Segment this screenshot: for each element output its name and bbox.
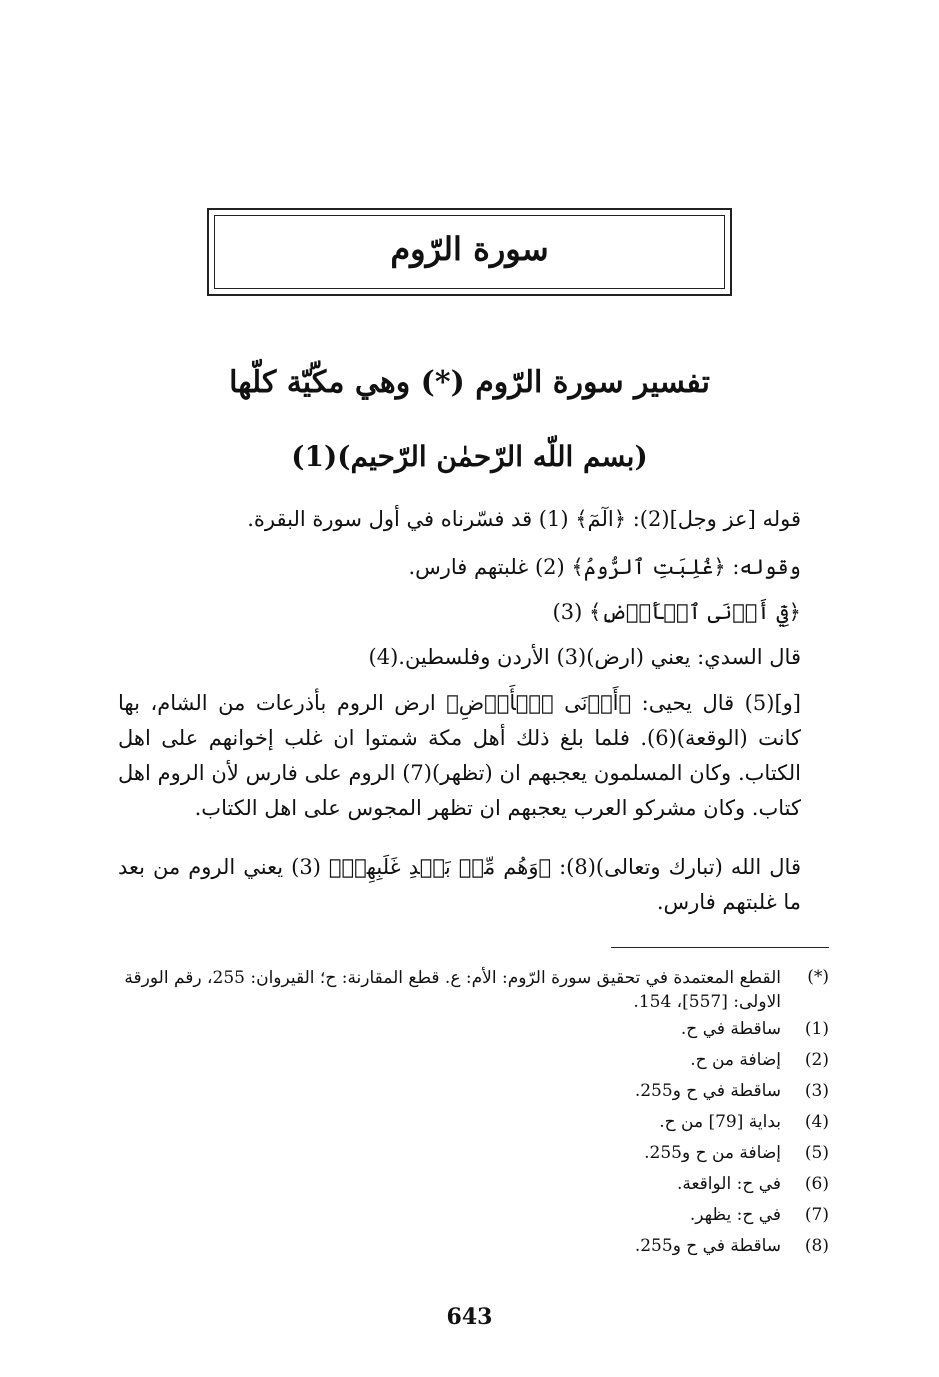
- footnote-item: [118, 1231, 829, 1262]
- footnote-text: ساقطة في ح.: [680, 1019, 781, 1039]
- footnote-text: بداية [79] من ح.: [659, 1112, 781, 1132]
- verse-line-2: وقوله: ﴿غُلِبَتِ ٱلرُّومُ﴾ (2) غلبتهم فارس.: [408, 555, 801, 579]
- footnote-text: ساقطة في ح و255.: [634, 1081, 781, 1101]
- footnote-text: القطع المعتمدة في تحقيق سورة الرّوم: الأم: ع. قطع المقارنة: ح؛ القيروان: 255، رقم الورقة الاولى: [557]، 154.: [124, 968, 781, 1012]
- footnote-text: إضافة من ح.: [690, 1050, 781, 1070]
- footnote-item: [118, 1014, 829, 1045]
- footnote-item: [118, 1138, 829, 1169]
- footnote-number: (5): [804, 1143, 829, 1163]
- sudi-quote: قال السدي: يعني (ارض)(3) الأردن وفلسطين.(4): [368, 645, 801, 669]
- footnotes: [118, 962, 829, 1262]
- yahya-paragraph: [و](5) قال يحيى: ﴿أَدۡنَى ٱلۡأَرۡضِ﴾ ارض الروم بأذرعات من الشام، بها كانت (الوقعة)(6). فلما بلغ ذلك أهل مكة شمتوا ان غلب إخوانهم على اهل الكتاب. وكان المسلمون يعجبهم ان (تظهر)(7) الروم على فارس لأن الروم اهل كتاب. وكان مشركو العرب يعجبهم ان تظهر المجوس على اهل الكتاب.: [118, 691, 802, 820]
- footnote-divider: [611, 947, 829, 948]
- footnote-item: [118, 1045, 829, 1076]
- footnote-number: (4): [804, 1112, 829, 1132]
- footnote-number: (*): [807, 967, 829, 987]
- verse-line-3: ﴿فِيٓ أَدۡنَى ٱلۡأَرۡضِ﴾ (3): [552, 600, 801, 624]
- verse-line-1: قوله [عز وجل](2): ﴿الٓمٓ﴾ (1) قد فسّرناه في أول سورة البقرة.: [247, 507, 801, 531]
- footnote-number: (3): [804, 1081, 829, 1101]
- footnote-item: [118, 962, 829, 1014]
- surah-title: سورة الرّوم: [390, 230, 549, 268]
- title-frame: [207, 208, 732, 296]
- footnote-item: [118, 1200, 829, 1231]
- footnote-text: في ح: الواقعة.: [676, 1174, 781, 1194]
- footnote-text: في ح: يظهر.: [689, 1205, 781, 1225]
- footnote-text: ساقطة في ح و255.: [634, 1236, 781, 1256]
- footnote-item: [118, 1107, 829, 1138]
- footnote-number: (6): [804, 1174, 829, 1194]
- footnote-number: (7): [804, 1205, 829, 1225]
- footnote-number: (8): [804, 1236, 829, 1256]
- basmala-heading: (بسم اللّه الرّحمٰن الرّحيم)(1): [291, 440, 648, 473]
- footnote-item: [118, 1169, 829, 1200]
- tafsir-heading: تفسير سورة الرّوم (*) وهي مكّيّة كلّها: [229, 365, 710, 400]
- page-number: 643: [446, 1304, 493, 1330]
- footnote-number: (2): [804, 1050, 829, 1070]
- closing-paragraph: قال الله (تبارك وتعالى)(8): ﴿وَهُم مِّنۢ بَعۡدِ غَلَبِهِمۡ﴾ (3) يعني الروم من بعد ما غلبتهم فارس.: [118, 855, 801, 914]
- footnote-text: إضافة من ح و255.: [644, 1143, 781, 1163]
- footnote-number: (1): [804, 1019, 829, 1039]
- footnote-item: [118, 1076, 829, 1107]
